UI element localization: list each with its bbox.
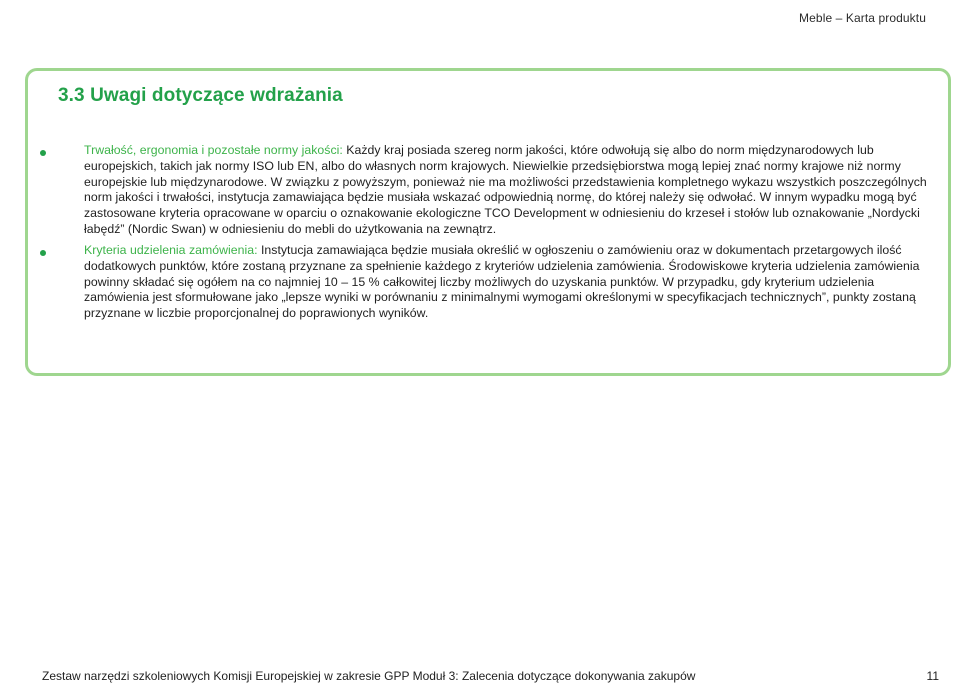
list-item-quality-standards xyxy=(84,143,936,238)
page-number: 11 xyxy=(926,669,939,683)
list-item-award-criteria xyxy=(84,243,936,322)
section-title: 3.3 Uwagi dotyczące wdrażania xyxy=(58,85,343,106)
implementation-notes-card xyxy=(25,68,951,376)
list-item-text: Każdy kraj posiada szereg norm jakości, które odwołują się albo do norm międzynarodowych lub europejskich, takich jak normy ISO lub EN, albo do własnych norm krajowych. Niewielkie przedsiębiorstwa mogą lepiej znać normy krajowe niż normy europejskie lub międzynarodowe. W związku z powyższym, ponieważ nie ma możliwości przedstawienia kompletnego wykazu wszystkich poszczególnych norm jakości i trwałości, instytucja zamawiająca będzie musiała wskazać odpowiednią normę, do której należy się odwołać. W innym wypadku mogą być zastosowane kryteria opracowane w oparciu o oznakowanie ekologiczne TCO Development w odniesieniu do krzeseł i stołów lub oznakowanie „Nordycki łabędź” (Nordic Swan) w odniesieniu do mebli do użytkowania na zewnątrz. xyxy=(84,143,927,236)
footer-text: Zestaw narzędzi szkoleniowych Komisji Europejskiej w zakresie GPP Moduł 3: Zalecenia dotyczące dokonywania zakupów xyxy=(42,669,696,683)
bullet-icon xyxy=(40,150,46,156)
list-item-text: Instytucja zamawiająca będzie musiała określić w ogłoszeniu o zamówieniu oraz w dokumentach przetargowych ilość dodatkowych punktów, które zostaną przyznane za spełnienie każdego z kryteriów udzielenia zamówienia. Środowiskowe kryteria udzielenia zamówienia powinny składać się ogółem na co najmniej 10 – 15 % całkowitej liczby możliwych do uzyskania punktów. W przypadku, gdy kryterium udzielenia zamówienia jest sformułowane jako „lepsze wyniki w porównaniu z minimalnymi wymogami określonymi w specyfikacjach technicznych”, punkty zostaną przyznane w liczbie proporcjonalnej do poprawionych wyników. xyxy=(84,243,920,321)
header-breadcrumb: Meble – Karta produktu xyxy=(799,11,926,25)
list-item-lead: Trwałość, ergonomia i pozostałe normy jakości: xyxy=(84,143,343,157)
bullet-icon xyxy=(40,250,46,256)
list-item-lead: Kryteria udzielenia zamówienia: xyxy=(84,243,258,257)
